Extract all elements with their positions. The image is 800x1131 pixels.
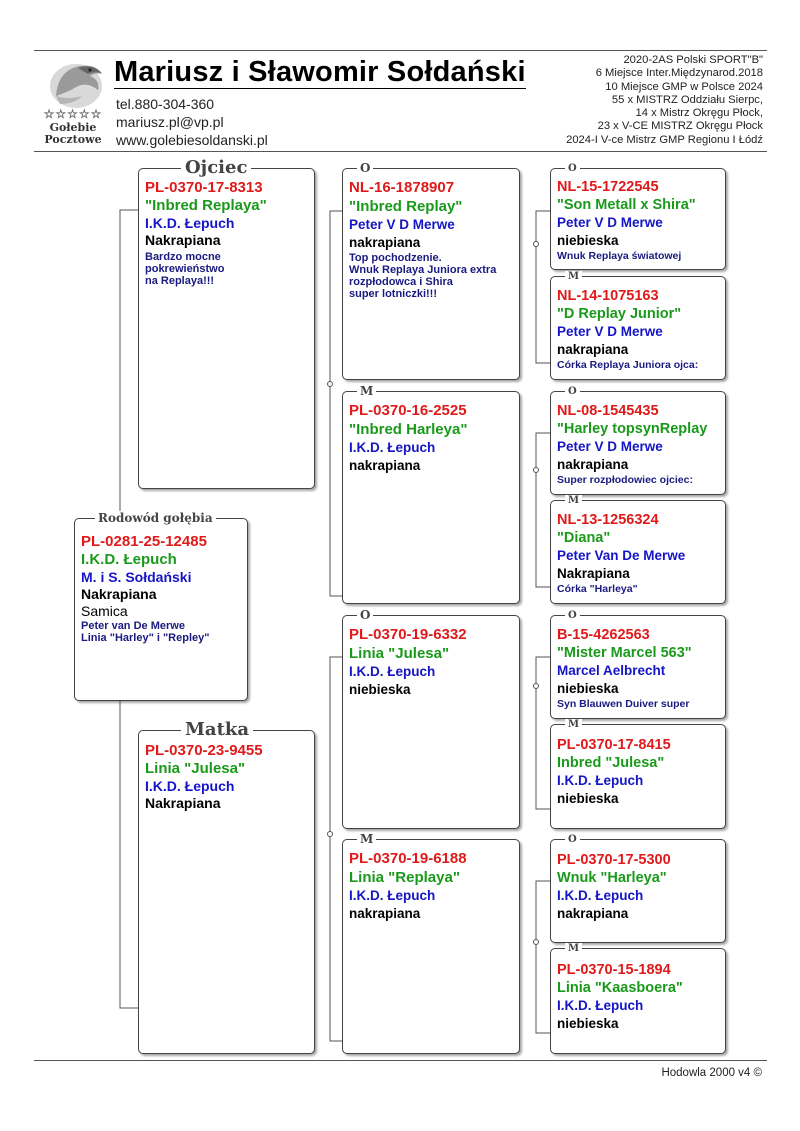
feather-color: nakrapiana <box>349 458 421 473</box>
email-link[interactable]: mariusz.pl@vp.pl <box>116 114 224 130</box>
notes: Bardzo mocne pokrewieństwo na Replaya!!! <box>145 251 225 287</box>
achievement-item: 10 Miejsce GMP w Polsce 2024 <box>605 80 763 93</box>
notes: Top pochodzenie. Wnuk Replaya Juniora extra rozpłodowca i Shira super lotniczki!!! <box>349 252 497 300</box>
pigeon-name: "Inbred Harleya" <box>349 420 468 438</box>
great-grandparent-card[interactable] <box>550 943 726 1054</box>
feather-color: niebieska <box>557 233 619 248</box>
feather-color: niebieska <box>557 681 619 696</box>
ring-number: NL-14-1075163 <box>557 288 659 304</box>
sex-label: O <box>565 610 580 621</box>
notes: Peter van De Merwe Linia "Harley" i "Repley" <box>81 620 210 644</box>
breeder: I.K.D. Łepuch <box>557 773 644 788</box>
ring-number: PL-0370-19-6188 <box>349 850 467 867</box>
sex-label: O <box>357 161 373 175</box>
pigeon-name: Linia "Julesa" <box>349 644 450 662</box>
feather-color: niebieska <box>557 791 619 806</box>
paternal-grandmother-card[interactable] <box>342 384 520 604</box>
footer-rule <box>34 1060 767 1061</box>
page-title: Mariusz i Sławomir Sołdański <box>114 56 526 88</box>
sex-label: M <box>565 495 582 506</box>
notes: Wnuk Replaya światowej <box>557 250 682 262</box>
breeder: I.K.D. Łepuch <box>145 215 235 231</box>
breeder: Peter V D Merwe <box>557 324 663 339</box>
mother-label: Matka <box>181 720 253 740</box>
breeder: M. i S. Sołdański <box>81 569 192 585</box>
pigeon-name: Linia "Julesa" <box>145 760 246 777</box>
ring-number: PL-0370-17-8415 <box>557 737 671 753</box>
great-grandparent-card[interactable] <box>550 495 726 604</box>
sex-label: M <box>565 271 582 282</box>
phone-text: tel.880-304-360 <box>116 96 215 112</box>
achievement-item: 6 Miejsce Inter.Międzynarod.2018 <box>595 67 763 80</box>
ring-number: NL-15-1722545 <box>557 179 659 195</box>
ring-number: PL-0370-23-9455 <box>145 742 263 759</box>
notes: Córka Replaya Juniora ojca: <box>557 359 699 371</box>
logo-text-line1: Gołebie <box>49 121 97 134</box>
notes: Córka "Harleya" <box>557 583 638 595</box>
achievement-item: 2024-I V-ce Mistrz GMP Regionu I Łódź <box>566 133 763 146</box>
sex-label: O <box>565 834 580 845</box>
ring-number: NL-16-1878907 <box>349 179 455 196</box>
achievement-item: 14 x Mistrz Okręgu Płock, <box>635 107 763 120</box>
maternal-grandfather-card[interactable] <box>342 608 520 829</box>
ring-number: B-15-4262563 <box>557 627 650 643</box>
notes: Syn Blauwen Duiver super <box>557 698 690 710</box>
subject-card[interactable] <box>74 511 248 701</box>
maternal-grandmother-card[interactable] <box>342 832 520 1054</box>
pigeon-name: Inbred "Julesa" <box>557 755 665 771</box>
sex-label: O <box>357 608 373 622</box>
website-link[interactable]: www.golebiesoldanski.pl <box>116 132 268 148</box>
feather-color: niebieska <box>349 682 411 697</box>
great-grandparent-card[interactable] <box>550 386 726 495</box>
pigeon-name: "Harley topsynReplay <box>557 421 708 437</box>
feather-color: nakrapiana <box>349 235 421 250</box>
ring-number: PL-0370-17-8313 <box>145 179 263 196</box>
subject-label: Rodowód gołębia <box>95 511 216 525</box>
feather-color: nakrapiana <box>557 906 629 921</box>
achievement-item: 55 x MISTRZ Oddziału Sierpc, <box>611 93 763 106</box>
notes: Super rozpłodowiec ojciec: <box>557 474 693 486</box>
feather-color: Nakrapiana <box>145 795 221 811</box>
feather-color: Nakrapiana <box>557 566 630 581</box>
ring-number: PL-0370-19-6332 <box>349 626 467 643</box>
feather-color: nakrapiana <box>349 906 421 921</box>
ring-number: NL-08-1545435 <box>557 403 659 419</box>
ring-number: PL-0370-17-5300 <box>557 852 671 868</box>
mother-card[interactable] <box>138 719 315 1054</box>
logo-text-line2: Pocztowe <box>44 133 102 146</box>
feather-color: Nakrapiana <box>145 232 221 248</box>
paternal-grandfather-card[interactable] <box>342 161 520 380</box>
breeder: I.K.D. Łepuch <box>557 998 644 1013</box>
feather-color: Nakrapiana <box>81 586 157 602</box>
pigeon-name: "Diana" <box>557 530 611 546</box>
feather-color: nakrapiana <box>557 457 629 472</box>
pigeon-name: "Inbred Replaya" <box>145 197 267 214</box>
breeder: I.K.D. Łepuch <box>145 778 235 794</box>
pigeon-name: "Son Metall x Shira" <box>557 197 696 213</box>
pigeon-name: Linia "Kaasboera" <box>557 980 683 996</box>
great-grandparent-card[interactable] <box>550 610 726 719</box>
sex-label: O <box>565 386 580 397</box>
breeder: I.K.D. Łepuch <box>557 888 644 903</box>
breeder: Peter Van De Merwe <box>557 548 686 563</box>
breeder: Peter V D Merwe <box>349 217 455 232</box>
sex-label: M <box>357 384 376 398</box>
sex-label: M <box>565 719 582 730</box>
sex: Samica <box>81 603 128 619</box>
feather-color: niebieska <box>557 1016 619 1031</box>
breeder: Peter V D Merwe <box>557 215 663 230</box>
pigeon-name: "Mister Marcel 563" <box>557 645 692 661</box>
ring-number: PL-0370-16-2525 <box>349 402 467 419</box>
breeder: Peter V D Merwe <box>557 439 663 454</box>
great-grandparent-card[interactable] <box>550 719 726 829</box>
pigeon-name: "Inbred Replay" <box>349 197 463 215</box>
pigeon-name: Wnuk "Harleya" <box>557 870 667 886</box>
breeder: I.K.D. Łepuch <box>349 888 436 903</box>
sex-label: O <box>565 163 580 174</box>
footer-credit: Hodowla 2000 v4 © <box>661 1067 762 1079</box>
ring-number: PL-0281-25-12485 <box>81 533 207 550</box>
breeder: I.K.D. Łepuch <box>349 440 436 455</box>
pigeon-name: "D Replay Junior" <box>557 306 682 322</box>
achievement-item: 2020-2AS Polski SPORT"B" <box>623 54 763 66</box>
breeder: I.K.D. Łepuch <box>349 664 436 679</box>
achievement-item: 23 x V-CE MISTRZ Okręgu Płock <box>597 120 763 133</box>
father-label: Ojciec <box>181 158 251 178</box>
father-card[interactable] <box>138 157 315 489</box>
great-grandparent-card[interactable] <box>550 271 726 380</box>
pigeon-name: Linia "Replaya" <box>349 868 460 886</box>
feather-color: nakrapiana <box>557 342 629 357</box>
great-grandparent-card[interactable] <box>550 834 726 943</box>
breeder: Marcel Aelbrecht <box>557 663 666 678</box>
logo-stars: ☆☆☆☆☆ <box>43 107 103 121</box>
ring-number: NL-13-1256324 <box>557 512 659 528</box>
ring-number: PL-0370-15-1894 <box>557 962 671 978</box>
great-grandparent-card[interactable] <box>550 163 726 270</box>
pigeon-name: I.K.D. Łepuch <box>81 551 177 568</box>
sex-label: M <box>357 832 376 846</box>
sex-label: M <box>565 943 582 954</box>
